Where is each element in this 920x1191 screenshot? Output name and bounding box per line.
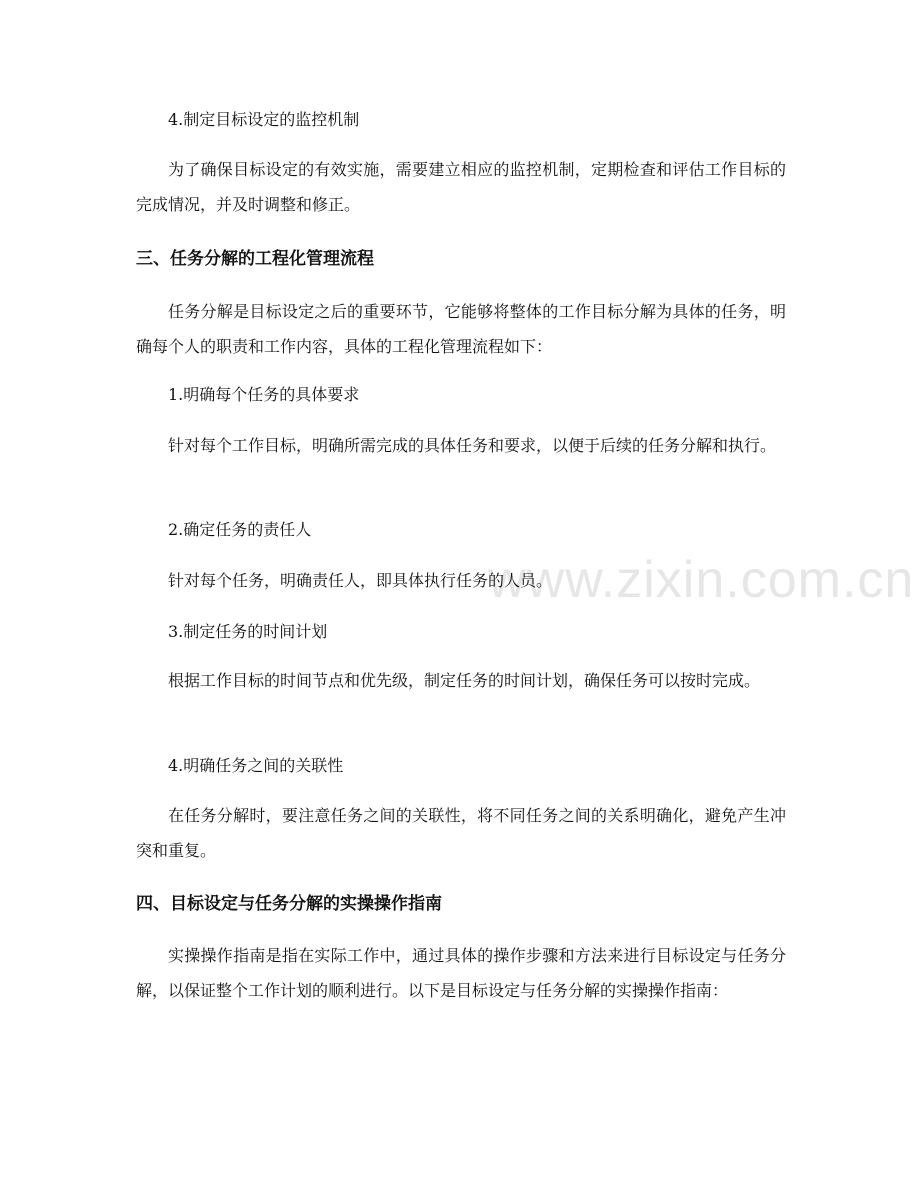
watermark: www.zixin.com.cn bbox=[488, 551, 915, 609]
paragraph-task-relations: 在任务分解时，要注意任务之间的关联性，将不同任务之间的关系明确化，避免产生冲突和重复。 bbox=[136, 806, 786, 860]
subheading-task-requirements: 1.明确每个任务的具体要求 bbox=[168, 385, 360, 404]
subheading-monitoring-mechanism: 4.制定目标设定的监控机制 bbox=[168, 110, 360, 129]
subheading-task-relations: 4.明确任务之间的关联性 bbox=[168, 756, 344, 775]
subheading-task-schedule: 3.制定任务的时间计划 bbox=[168, 622, 328, 641]
paragraph-task-owner: 针对每个任务，明确责任人，即具体执行任务的人员。 bbox=[168, 571, 553, 590]
paragraph-practical-guide-intro: 实操操作指南是指在实际工作中，通过具体的操作步骤和方法来进行目标设定与任务分解，以保证整个工作计划的顺利进行。以下是目标设定与任务分解的实操操作指南： bbox=[136, 946, 786, 1000]
paragraph-task-schedule: 根据工作目标的时间节点和优先级，制定任务的时间计划，确保任务可以按时完成。 bbox=[168, 671, 761, 690]
paragraph-task-requirements: 针对每个工作目标，明确所需完成的具体任务和要求，以便于后续的任务分解和执行。 bbox=[168, 436, 777, 455]
subheading-task-owner: 2.确定任务的责任人 bbox=[168, 520, 312, 539]
paragraph-task-decomposition-intro: 任务分解是目标设定之后的重要环节，它能够将整体的工作目标分解为具体的任务，明确每个人的职责和工作内容，具体的工程化管理流程如下： bbox=[136, 302, 786, 356]
paragraph-monitoring-mechanism: 为了确保目标设定的有效实施，需要建立相应的监控机制，定期检查和评估工作目标的完成情况，并及时调整和修正。 bbox=[136, 160, 786, 214]
section-heading-task-decomposition: 三、任务分解的工程化管理流程 bbox=[136, 249, 374, 269]
section-heading-practical-guide: 四、目标设定与任务分解的实操操作指南 bbox=[136, 894, 442, 914]
